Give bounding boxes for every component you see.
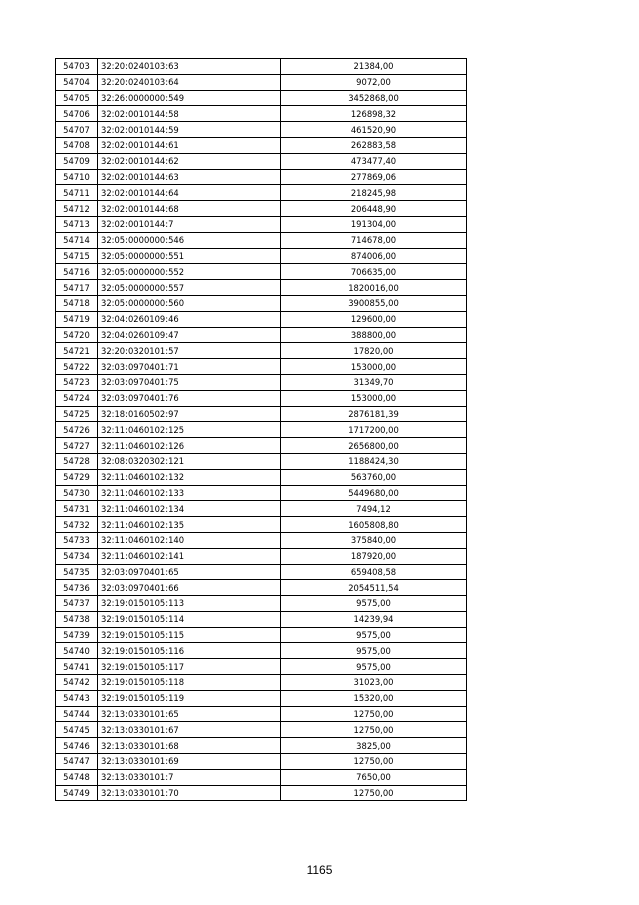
cadastral-number-cell: 32:05:0000000:546 xyxy=(98,232,281,248)
value-cell: 5449680,00 xyxy=(281,485,467,501)
cadastral-number-cell: 32:02:0010144:64 xyxy=(98,185,281,201)
cadastral-number-cell: 32:19:0150105:114 xyxy=(98,611,281,627)
cadastral-number-cell: 32:02:0010144:58 xyxy=(98,106,281,122)
value-cell: 31023,00 xyxy=(281,675,467,691)
table-row xyxy=(56,596,467,612)
table-row xyxy=(56,611,467,627)
row-number-cell: 54713 xyxy=(56,216,98,232)
row-number-cell: 54728 xyxy=(56,453,98,469)
row-number-cell: 54720 xyxy=(56,327,98,343)
table-row xyxy=(56,311,467,327)
cadastral-number-cell: 32:04:0260109:47 xyxy=(98,327,281,343)
cadastral-number-cell: 32:11:0460102:132 xyxy=(98,469,281,485)
cadastral-number-cell: 32:02:0010144:61 xyxy=(98,137,281,153)
table-row xyxy=(56,406,467,422)
value-cell: 461520,90 xyxy=(281,122,467,138)
table-row xyxy=(56,422,467,438)
value-cell: 2876181,39 xyxy=(281,406,467,422)
cadastral-number-cell: 32:03:0970401:66 xyxy=(98,580,281,596)
row-number-cell: 54716 xyxy=(56,264,98,280)
cadastral-number-cell: 32:26:0000000:549 xyxy=(98,90,281,106)
row-number-cell: 54742 xyxy=(56,675,98,691)
table-row xyxy=(56,675,467,691)
value-cell: 7494,12 xyxy=(281,501,467,517)
row-number-cell: 54731 xyxy=(56,501,98,517)
value-cell: 7650,00 xyxy=(281,769,467,785)
row-number-cell: 54740 xyxy=(56,643,98,659)
value-cell: 2656800,00 xyxy=(281,438,467,454)
cadastral-number-cell: 32:13:0330101:70 xyxy=(98,785,281,801)
table-row xyxy=(56,185,467,201)
value-cell: 388800,00 xyxy=(281,327,467,343)
row-number-cell: 54743 xyxy=(56,690,98,706)
cadastral-number-cell: 32:02:0010144:63 xyxy=(98,169,281,185)
cadastral-number-cell: 32:19:0150105:119 xyxy=(98,690,281,706)
cadastral-number-cell: 32:02:0010144:7 xyxy=(98,216,281,232)
value-cell: 191304,00 xyxy=(281,216,467,232)
cadastral-number-cell: 32:13:0330101:7 xyxy=(98,769,281,785)
row-number-cell: 54726 xyxy=(56,422,98,438)
table-row xyxy=(56,785,467,801)
cadastral-number-cell: 32:20:0240103:63 xyxy=(98,59,281,75)
row-number-cell: 54727 xyxy=(56,438,98,454)
row-number-cell: 54732 xyxy=(56,517,98,533)
value-cell: 9575,00 xyxy=(281,596,467,612)
cadastral-number-cell: 32:03:0970401:76 xyxy=(98,390,281,406)
row-number-cell: 54721 xyxy=(56,343,98,359)
table-row xyxy=(56,690,467,706)
row-number-cell: 54734 xyxy=(56,548,98,564)
row-number-cell: 54736 xyxy=(56,580,98,596)
table-row xyxy=(56,627,467,643)
row-number-cell: 54705 xyxy=(56,90,98,106)
table-row xyxy=(56,327,467,343)
table-row xyxy=(56,153,467,169)
row-number-cell: 54704 xyxy=(56,74,98,90)
table-row xyxy=(56,643,467,659)
cadastral-number-cell: 32:05:0000000:560 xyxy=(98,295,281,311)
value-cell: 14239,94 xyxy=(281,611,467,627)
table-row xyxy=(56,738,467,754)
table-row xyxy=(56,517,467,533)
value-cell: 277869,06 xyxy=(281,169,467,185)
table-row xyxy=(56,532,467,548)
cadastral-number-cell: 32:11:0460102:133 xyxy=(98,485,281,501)
row-number-cell: 54712 xyxy=(56,201,98,217)
row-number-cell: 54744 xyxy=(56,706,98,722)
table-row xyxy=(56,295,467,311)
cadastral-number-cell: 32:11:0460102:135 xyxy=(98,517,281,533)
table-row xyxy=(56,501,467,517)
row-number-cell: 54717 xyxy=(56,280,98,296)
value-cell: 3825,00 xyxy=(281,738,467,754)
cadastral-number-cell: 32:08:0320302:121 xyxy=(98,453,281,469)
table-row xyxy=(56,122,467,138)
cadastral-number-cell: 32:05:0000000:551 xyxy=(98,248,281,264)
table-row xyxy=(56,280,467,296)
value-cell: 9575,00 xyxy=(281,643,467,659)
cadastral-number-cell: 32:11:0460102:126 xyxy=(98,438,281,454)
row-number-cell: 54723 xyxy=(56,374,98,390)
value-cell: 563760,00 xyxy=(281,469,467,485)
table-row xyxy=(56,580,467,596)
value-cell: 375840,00 xyxy=(281,532,467,548)
value-cell: 659408,58 xyxy=(281,564,467,580)
row-number-cell: 54703 xyxy=(56,59,98,75)
table-row xyxy=(56,232,467,248)
value-cell: 206448,90 xyxy=(281,201,467,217)
value-cell: 187920,00 xyxy=(281,548,467,564)
cadastral-number-cell: 32:03:0970401:71 xyxy=(98,359,281,375)
cadastral-number-cell: 32:19:0150105:117 xyxy=(98,659,281,675)
table-row xyxy=(56,216,467,232)
table-row xyxy=(56,201,467,217)
cadastral-number-cell: 32:11:0460102:141 xyxy=(98,548,281,564)
page-number: 1165 xyxy=(306,863,333,877)
table-row xyxy=(56,754,467,770)
cadastral-number-cell: 32:11:0460102:140 xyxy=(98,532,281,548)
row-number-cell: 54748 xyxy=(56,769,98,785)
value-cell: 12750,00 xyxy=(281,706,467,722)
value-cell: 153000,00 xyxy=(281,390,467,406)
cadastral-number-cell: 32:03:0970401:65 xyxy=(98,564,281,580)
value-cell: 12750,00 xyxy=(281,722,467,738)
cadastral-number-cell: 32:19:0150105:115 xyxy=(98,627,281,643)
value-cell: 2054511,54 xyxy=(281,580,467,596)
cadastral-number-cell: 32:13:0330101:65 xyxy=(98,706,281,722)
value-cell: 21384,00 xyxy=(281,59,467,75)
row-number-cell: 54707 xyxy=(56,122,98,138)
row-number-cell: 54718 xyxy=(56,295,98,311)
table-row xyxy=(56,438,467,454)
table-row xyxy=(56,264,467,280)
cadastral-number-cell: 32:11:0460102:134 xyxy=(98,501,281,517)
value-cell: 3452868,00 xyxy=(281,90,467,106)
row-number-cell: 54735 xyxy=(56,564,98,580)
value-cell: 126898,32 xyxy=(281,106,467,122)
row-number-cell: 54737 xyxy=(56,596,98,612)
table-row xyxy=(56,469,467,485)
table-row xyxy=(56,90,467,106)
row-number-cell: 54738 xyxy=(56,611,98,627)
value-cell: 9072,00 xyxy=(281,74,467,90)
cadastral-number-cell: 32:19:0150105:118 xyxy=(98,675,281,691)
value-cell: 153000,00 xyxy=(281,359,467,375)
value-cell: 706635,00 xyxy=(281,264,467,280)
row-number-cell: 54730 xyxy=(56,485,98,501)
table-row xyxy=(56,548,467,564)
cadastral-number-cell: 32:13:0330101:69 xyxy=(98,754,281,770)
row-number-cell: 54739 xyxy=(56,627,98,643)
cadastral-number-cell: 32:19:0150105:113 xyxy=(98,596,281,612)
value-cell: 9575,00 xyxy=(281,659,467,675)
cadastral-number-cell: 32:02:0010144:62 xyxy=(98,153,281,169)
cadastral-number-cell: 32:05:0000000:552 xyxy=(98,264,281,280)
cadastral-number-cell: 32:11:0460102:125 xyxy=(98,422,281,438)
cadastral-number-cell: 32:13:0330101:67 xyxy=(98,722,281,738)
row-number-cell: 54746 xyxy=(56,738,98,754)
table-row xyxy=(56,722,467,738)
table-row xyxy=(56,390,467,406)
value-cell: 1717200,00 xyxy=(281,422,467,438)
row-number-cell: 54747 xyxy=(56,754,98,770)
cadastral-number-cell: 32:20:0320101:57 xyxy=(98,343,281,359)
row-number-cell: 54724 xyxy=(56,390,98,406)
row-number-cell: 54711 xyxy=(56,185,98,201)
table-row xyxy=(56,659,467,675)
table-body xyxy=(56,59,467,801)
row-number-cell: 54719 xyxy=(56,311,98,327)
row-number-cell: 54715 xyxy=(56,248,98,264)
value-cell: 1605808,80 xyxy=(281,517,467,533)
cadastral-number-cell: 32:19:0150105:116 xyxy=(98,643,281,659)
value-cell: 1188424,30 xyxy=(281,453,467,469)
cadastral-number-cell: 32:05:0000000:557 xyxy=(98,280,281,296)
value-cell: 473477,40 xyxy=(281,153,467,169)
table-row xyxy=(56,106,467,122)
row-number-cell: 54749 xyxy=(56,785,98,801)
table-row xyxy=(56,769,467,785)
table-row xyxy=(56,169,467,185)
value-cell: 218245,98 xyxy=(281,185,467,201)
table-row xyxy=(56,248,467,264)
value-cell: 9575,00 xyxy=(281,627,467,643)
value-cell: 1820016,00 xyxy=(281,280,467,296)
table-row xyxy=(56,59,467,75)
cadastral-number-cell: 32:02:0010144:59 xyxy=(98,122,281,138)
row-number-cell: 54708 xyxy=(56,137,98,153)
cadastral-number-cell: 32:02:0010144:68 xyxy=(98,201,281,217)
value-cell: 12750,00 xyxy=(281,754,467,770)
table-row xyxy=(56,343,467,359)
table-row xyxy=(56,485,467,501)
data-table xyxy=(55,58,467,801)
value-cell: 12750,00 xyxy=(281,785,467,801)
value-cell: 874006,00 xyxy=(281,248,467,264)
value-cell: 31349,70 xyxy=(281,374,467,390)
value-cell: 262883,58 xyxy=(281,137,467,153)
cadastral-number-cell: 32:13:0330101:68 xyxy=(98,738,281,754)
value-cell: 3900855,00 xyxy=(281,295,467,311)
cadastral-number-cell: 32:03:0970401:75 xyxy=(98,374,281,390)
table-row xyxy=(56,137,467,153)
table-row xyxy=(56,359,467,375)
cadastral-number-cell: 32:18:0160502:97 xyxy=(98,406,281,422)
value-cell: 714678,00 xyxy=(281,232,467,248)
row-number-cell: 54725 xyxy=(56,406,98,422)
row-number-cell: 54706 xyxy=(56,106,98,122)
row-number-cell: 54733 xyxy=(56,532,98,548)
row-number-cell: 54722 xyxy=(56,359,98,375)
value-cell: 15320,00 xyxy=(281,690,467,706)
cadastral-number-cell: 32:04:0260109:46 xyxy=(98,311,281,327)
table-row xyxy=(56,706,467,722)
value-cell: 17820,00 xyxy=(281,343,467,359)
value-cell: 129600,00 xyxy=(281,311,467,327)
table-row xyxy=(56,374,467,390)
row-number-cell: 54741 xyxy=(56,659,98,675)
row-number-cell: 54729 xyxy=(56,469,98,485)
table-row xyxy=(56,453,467,469)
cadastral-number-cell: 32:20:0240103:64 xyxy=(98,74,281,90)
row-number-cell: 54745 xyxy=(56,722,98,738)
table-row xyxy=(56,74,467,90)
row-number-cell: 54714 xyxy=(56,232,98,248)
row-number-cell: 54709 xyxy=(56,153,98,169)
row-number-cell: 54710 xyxy=(56,169,98,185)
table-row xyxy=(56,564,467,580)
